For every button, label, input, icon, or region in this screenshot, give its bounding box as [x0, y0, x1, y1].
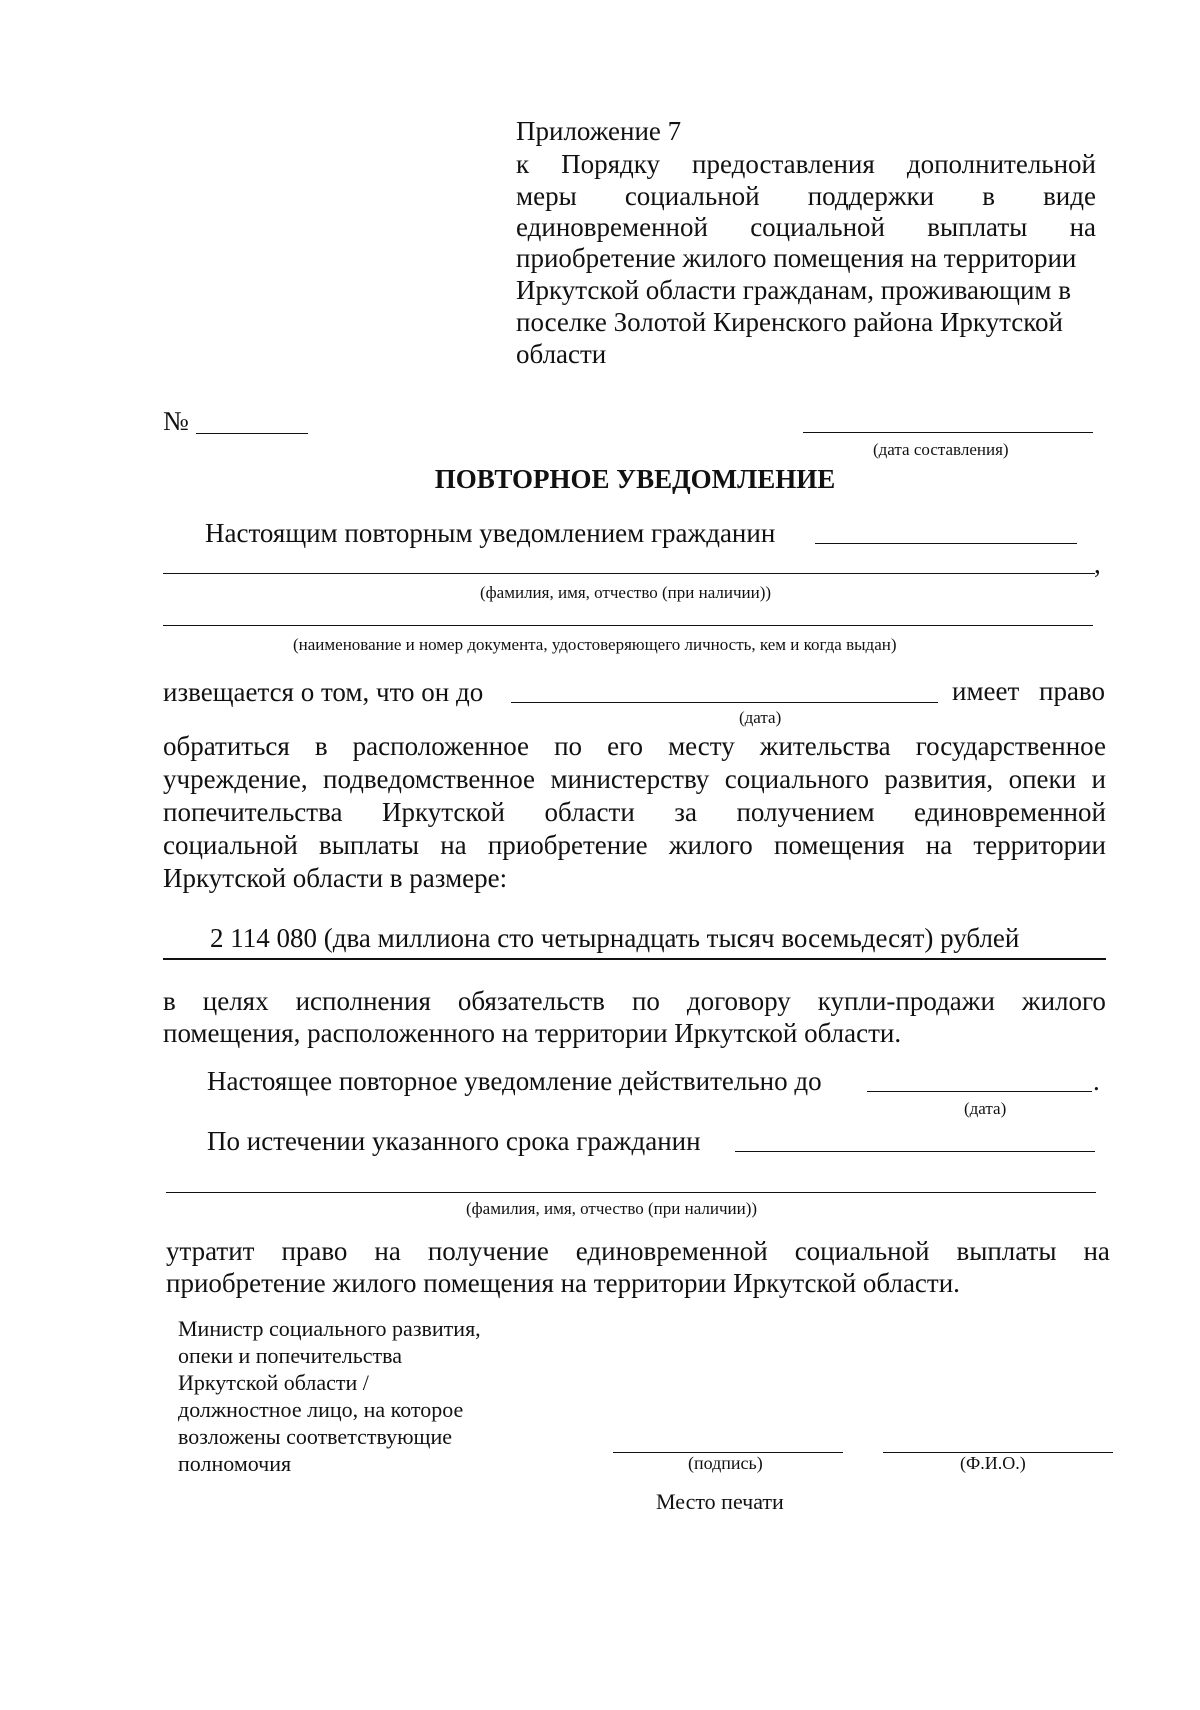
signatory-position-line: полномочия [178, 1451, 292, 1476]
word: развития, [884, 764, 994, 794]
word: приобретение [487, 830, 648, 860]
word: опеки [1008, 764, 1077, 794]
word: на [374, 1236, 401, 1266]
number-sign: № [163, 406, 189, 436]
annex-line-3 [516, 214, 1096, 241]
word: и [1091, 764, 1106, 794]
word: подведомственное [323, 764, 536, 794]
word: купли-продажи [817, 986, 995, 1016]
word: по [554, 731, 583, 761]
word: меры [516, 181, 577, 211]
has-right-word: право [1039, 676, 1105, 706]
word: целях [202, 986, 269, 1016]
intro-text: Настоящим повторным уведомлением гражданин [205, 518, 776, 548]
word: территории [973, 830, 1106, 860]
word: поддержки [807, 181, 935, 211]
word: виде [1043, 181, 1096, 211]
stamp-place-label: Место печати [656, 1489, 784, 1514]
page-title: ПОВТОРНОЕ УВЕДОМЛЕНИЕ [434, 464, 836, 494]
annex-line-4: приобретение жилого помещения на территории [516, 243, 1077, 273]
loss-line-1 [166, 1238, 1110, 1265]
annex-line-7: области [516, 339, 607, 369]
word: обязательств [457, 986, 605, 1016]
validity-period: . [1093, 1066, 1100, 1096]
paragraph-line-3 [163, 799, 1106, 826]
word: получение [427, 1236, 549, 1266]
signature-caption: (подпись) [688, 1453, 763, 1473]
word: на [925, 830, 953, 860]
fio-caption: (фамилия, имя, отчество (при наличии)) [480, 583, 772, 602]
word: получением [736, 797, 875, 827]
validity-date-line [867, 1091, 1092, 1092]
word: его [607, 731, 643, 761]
validity-text: Настоящее повторное уведомление действительно до [207, 1066, 822, 1096]
word: жилого [668, 830, 753, 860]
word: по [631, 986, 660, 1016]
document-caption: (наименование и номер документа, удостоверяющего личность, кем и когда выдан) [293, 635, 897, 654]
word: в [314, 731, 328, 761]
word: в [163, 986, 176, 1016]
word: исполнения [295, 986, 431, 1016]
word: жилого [1021, 986, 1106, 1016]
word: за [674, 797, 697, 827]
annex-line-5: Иркутской области гражданам, проживающим в [516, 275, 1072, 305]
annex-title: Приложение 7 [516, 116, 682, 146]
purpose-line-1 [163, 988, 1106, 1015]
name-caption: (Ф.И.О.) [960, 1453, 1026, 1473]
word: право [281, 1236, 348, 1266]
signatory-position-line: Министр социального развития, [178, 1316, 481, 1341]
word: предоставления [692, 149, 875, 179]
word: на [1083, 1236, 1110, 1266]
deadline-date-line [511, 702, 938, 703]
date-caption: (дата) [964, 1099, 1007, 1118]
comma: , [1094, 549, 1101, 579]
date-of-issue-caption: (дата составления) [873, 440, 1009, 459]
expiry-name-line-2 [166, 1192, 1096, 1193]
document-line [163, 625, 1093, 626]
word: на [440, 830, 467, 860]
word: Порядку [561, 149, 661, 179]
word: учреждение, [163, 764, 308, 794]
payment-amount: 2 114 080 (два миллиона сто четырнадцать тысяч восемьдесят) рублей [210, 923, 1020, 953]
paragraph-line-1 [163, 733, 1106, 760]
number-field-line [196, 433, 308, 434]
has-right-word: имеет [952, 676, 1020, 706]
word: обратиться [163, 731, 290, 761]
word: государственное [915, 731, 1106, 761]
word: Иркутской [381, 797, 506, 827]
word: выплаты [927, 212, 1028, 242]
signatory-position-line: возложены соответствующие [178, 1424, 453, 1449]
word: социальной [624, 181, 760, 211]
purpose-line-2: помещения, расположенного на территории Иркутской области. [163, 1018, 902, 1048]
notified-prefix: извещается о том, что он до [163, 677, 484, 707]
word: социальной [750, 212, 885, 242]
annex-line-2 [516, 183, 1096, 210]
word: социальной [163, 830, 298, 860]
word: утратит [166, 1236, 255, 1266]
amount-underline [163, 958, 1106, 960]
word: выплаты [318, 830, 420, 860]
expiry-name-line [735, 1151, 1095, 1152]
citizen-name-line [815, 543, 1077, 544]
annex-line-6: поселке Золотой Киренского района Иркутской [516, 307, 1063, 337]
paragraph-line-2 [163, 766, 1106, 793]
date-field-line [803, 432, 1093, 433]
word: социального [724, 764, 869, 794]
word: в [982, 181, 995, 211]
word: единовременной [516, 212, 708, 242]
word: министерству [550, 764, 710, 794]
word: помещения [774, 830, 905, 860]
date-caption: (дата) [739, 708, 782, 727]
word: выплаты [956, 1236, 1057, 1266]
expiry-text: По истечении указанного срока гражданин [207, 1126, 701, 1156]
word: к [516, 149, 530, 179]
word: дополнительной [906, 149, 1096, 179]
paragraph-line-5: Иркутской области в размере: [163, 863, 508, 893]
word: социальной [794, 1236, 930, 1266]
signatory-position-line: должностное лицо, на которое [178, 1397, 464, 1422]
annex-line-1 [516, 151, 1096, 178]
fio-caption: (фамилия, имя, отчество (при наличии)) [466, 1199, 758, 1218]
signatory-position-line: Иркутской области / [178, 1370, 369, 1395]
paragraph-line-4 [163, 832, 1106, 859]
word: области [544, 797, 635, 827]
word: расположенное [352, 731, 530, 761]
word: жительства [759, 731, 891, 761]
citizen-name-line-2 [163, 573, 1095, 574]
word: договору [686, 986, 791, 1016]
signatory-position-line: опеки и попечительства [178, 1343, 403, 1368]
loss-line-2: приобретение жилого помещения на территории Иркутской области. [166, 1268, 960, 1298]
word: попечительства [163, 797, 343, 827]
word: единовременной [914, 797, 1106, 827]
word: на [1069, 212, 1096, 242]
word: месту [668, 731, 735, 761]
word: единовременной [575, 1236, 768, 1266]
